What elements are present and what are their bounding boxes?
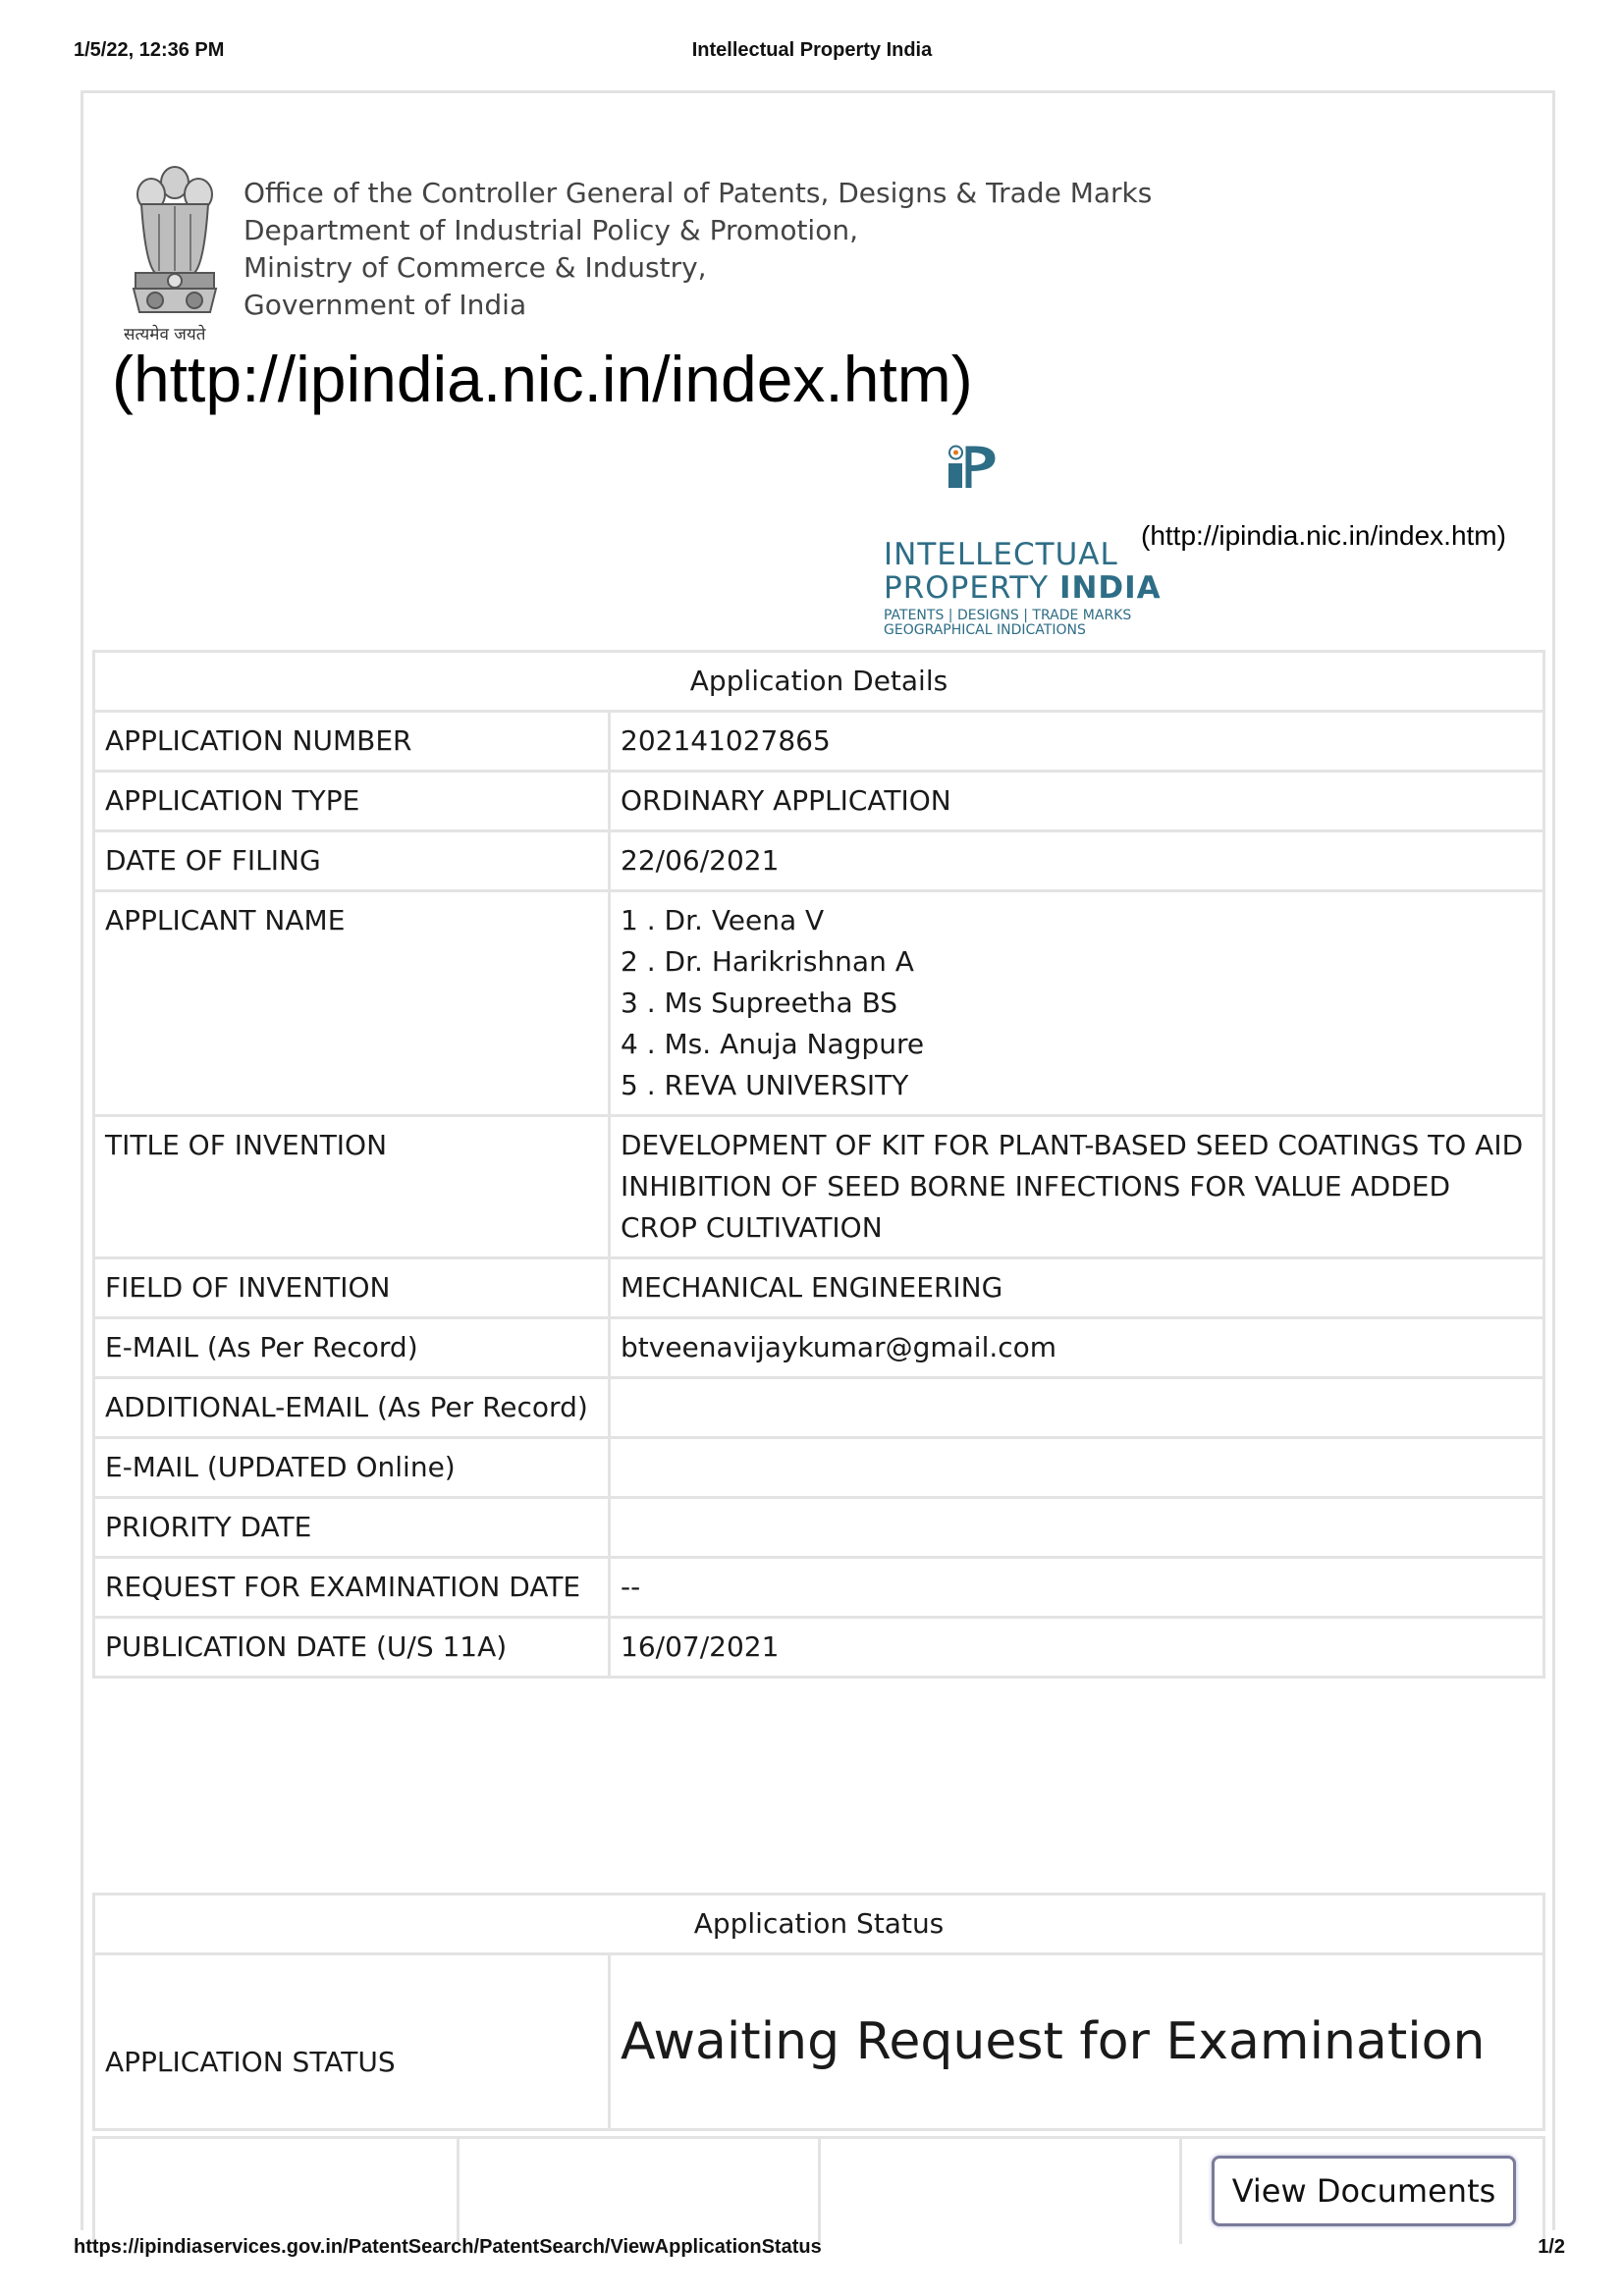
row-label: E-MAIL (UPDATED Online) [94,1438,610,1498]
print-footer [0,2236,1624,2266]
office-line: Ministry of Commerce & Industry, [244,251,707,284]
application-details-table [92,650,1545,1679]
row-label: PUBLICATION DATE (U/S 11A) [94,1618,610,1678]
table-row [94,1116,1544,1258]
row-label: APPLICATION NUMBER [94,712,610,772]
row-label: E-MAIL (As Per Record) [94,1318,610,1378]
office-heading [244,175,1225,324]
table-row [94,891,1544,1116]
application-status-table [92,1893,1545,2131]
view-documents-button[interactable]: View Documents [1212,2156,1516,2226]
applicant-item: 4 . Ms. Anuja Nagpure [621,1028,925,1060]
row-value [610,1498,1544,1558]
print-url: https://ipindiaservices.gov.in/PatentSearch/PatentSearch/ViewApplicationStatus [74,2236,822,2258]
emblem-caption: सत्यमेव जयते [124,325,206,345]
status-value: Awaiting Request for Examination [610,1954,1544,2130]
status-heading: Application Status [94,1895,1544,1954]
table-row [94,1558,1544,1618]
office-line: Government of India [244,289,527,321]
print-timestamp: 1/5/22, 12:36 PM [74,39,225,61]
applicant-item: 1 . Dr. Veena V [621,904,825,936]
table-row [94,831,1544,891]
applicant-item: 2 . Dr. Harikrishnan A [621,945,914,978]
logo-line-2 [884,571,1162,605]
row-label: TITLE OF INVENTION [94,1116,610,1258]
row-label: DATE OF FILING [94,831,610,891]
row-value [610,1378,1544,1438]
office-line: Department of Industrial Policy & Promotion, [244,214,858,246]
logo-line-2a: PROPERTY [884,570,1059,606]
applicant-item: 3 . Ms Supreetha BS [621,987,898,1019]
national-emblem-icon [116,155,234,342]
empty-cell [818,2139,1182,2244]
table-row [94,1954,1544,2130]
row-label: APPLICATION TYPE [94,772,610,831]
home-link-large[interactable]: (http://ipindia.nic.in/index.htm) [112,343,973,415]
table-row [94,772,1544,831]
logo-line-4: GEOGRAPHICAL INDICATIONS [884,622,1086,638]
details-heading: Application Details [94,652,1544,712]
table-row [94,1438,1544,1498]
row-value: 202141027865 [610,712,1544,772]
office-line: Office of the Controller General of Patents, Designs & Trade Marks [244,177,1153,209]
empty-cell [457,2139,821,2244]
table-row [94,712,1544,772]
logo-line-1: INTELLECTUAL [884,537,1118,572]
home-link-small[interactable]: (http://ipindia.nic.in/index.htm) [1141,520,1506,551]
row-value: ORDINARY APPLICATION [610,772,1544,831]
table-row [94,1378,1544,1438]
table-row [94,1318,1544,1378]
row-value: MECHANICAL ENGINEERING [610,1258,1544,1318]
row-label: FIELD OF INVENTION [94,1258,610,1318]
row-label: ADDITIONAL-EMAIL (As Per Record) [94,1378,610,1438]
row-label: APPLICANT NAME [94,891,610,1116]
row-label: REQUEST FOR EXAMINATION DATE [94,1558,610,1618]
ip-india-logo-icon [880,444,1145,542]
ip-india-logo-text [884,538,1162,638]
row-value: 16/07/2021 [610,1618,1544,1678]
logo-line-3: PATENTS | DESIGNS | TRADE MARKS [884,608,1132,623]
logo-line-2b: INDIA [1058,570,1162,606]
row-value: btveenavijaykumar@gmail.com [610,1318,1544,1378]
applicant-list [610,891,1544,1116]
row-value: DEVELOPMENT OF KIT FOR PLANT-BASED SEED COATINGS TO AID INHIBITION OF SEED BORNE INFECTIONS FOR VALUE ADDED CROP CULTIVATION [610,1116,1544,1258]
row-value: -- [610,1558,1544,1618]
empty-cell [95,2139,460,2244]
print-page-number: 1/2 [1538,2236,1565,2258]
applicant-item: 5 . REVA UNIVERSITY [621,1069,909,1101]
row-value [610,1438,1544,1498]
table-row [94,1498,1544,1558]
table-row [94,1618,1544,1678]
table-row [94,1258,1544,1318]
status-label: APPLICATION STATUS [94,1954,610,2130]
row-value: 22/06/2021 [610,831,1544,891]
print-page-title: Intellectual Property India [691,39,933,61]
row-label: PRIORITY DATE [94,1498,610,1558]
print-header [0,39,1624,69]
